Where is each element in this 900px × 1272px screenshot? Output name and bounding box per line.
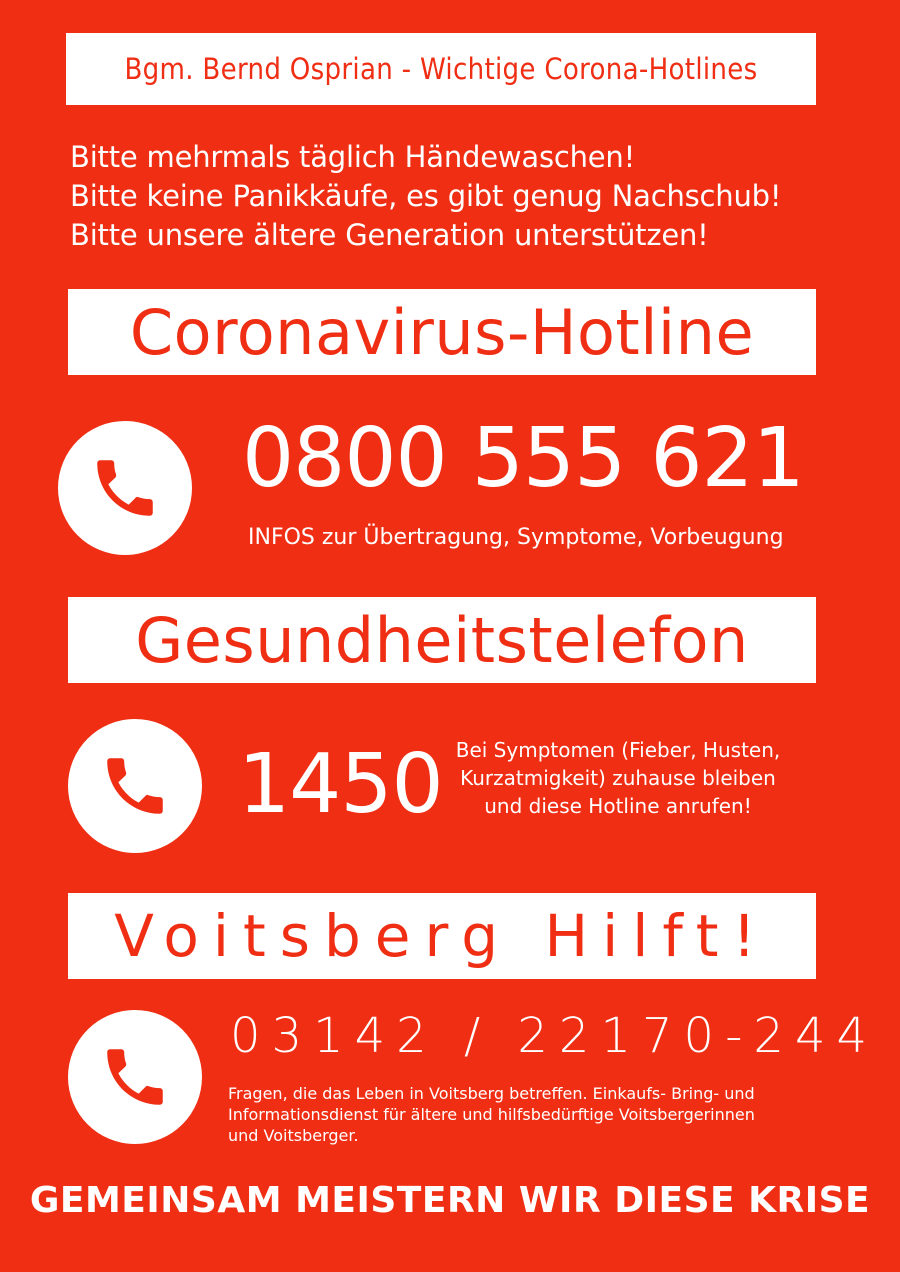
description-line: und Voitsberger. [228,1126,359,1145]
gesundheitstelefon-description [422,736,814,820]
section-title: Coronavirus-Hotline [129,295,755,369]
voitsberg-hilft-description [228,1083,828,1146]
coronavirus-hotline-number: 0800 555 621 [242,411,804,506]
voitsberg-hilft-banner [68,893,816,979]
tip-line: Bitte keine Panikkäufe, es gibt genug Nachschub! [70,179,782,213]
description-line: Informationsdienst für ältere und hilfsbedürftige Voitsbergerinnen [228,1105,755,1124]
tip-line: Bitte unsere ältere Generation unterstützen! [70,218,709,252]
section-title: Voitsberg Hilft! [114,902,770,970]
voitsberg-hilft-number: 03142 / 22170-244 [230,1008,879,1064]
description-line: Kurzatmigkeit) zuhause bleiben [460,766,776,790]
coronavirus-hotline-description: INFOS zur Übertragung, Symptome, Vorbeugung [248,525,784,550]
coronavirus-hotline-banner [68,289,816,375]
description-line: Bei Symptomen (Fieber, Husten, [455,738,781,762]
description-line: Fragen, die das Leben in Voitsberg betreffen. Einkaufs- Bring- und [228,1084,755,1103]
tips-list [70,138,860,255]
gesundheitstelefon-banner [68,597,816,683]
phone-icon [68,1010,202,1144]
header-title: Bgm. Bernd Osprian - Wichtige Corona-Hotlines [124,52,758,86]
description-line: und diese Hotline anrufen! [484,794,752,818]
header-title-box [66,33,816,105]
tip-line: Bitte mehrmals täglich Händewaschen! [70,140,636,174]
footer-slogan: GEMEINSAM MEISTERN WIR DIESE KRISE [29,1180,871,1221]
phone-icon [68,719,202,853]
section-title: Gesundheitstelefon [135,603,749,677]
gesundheitstelefon-number: 1450 [238,737,443,832]
phone-icon [58,421,192,555]
